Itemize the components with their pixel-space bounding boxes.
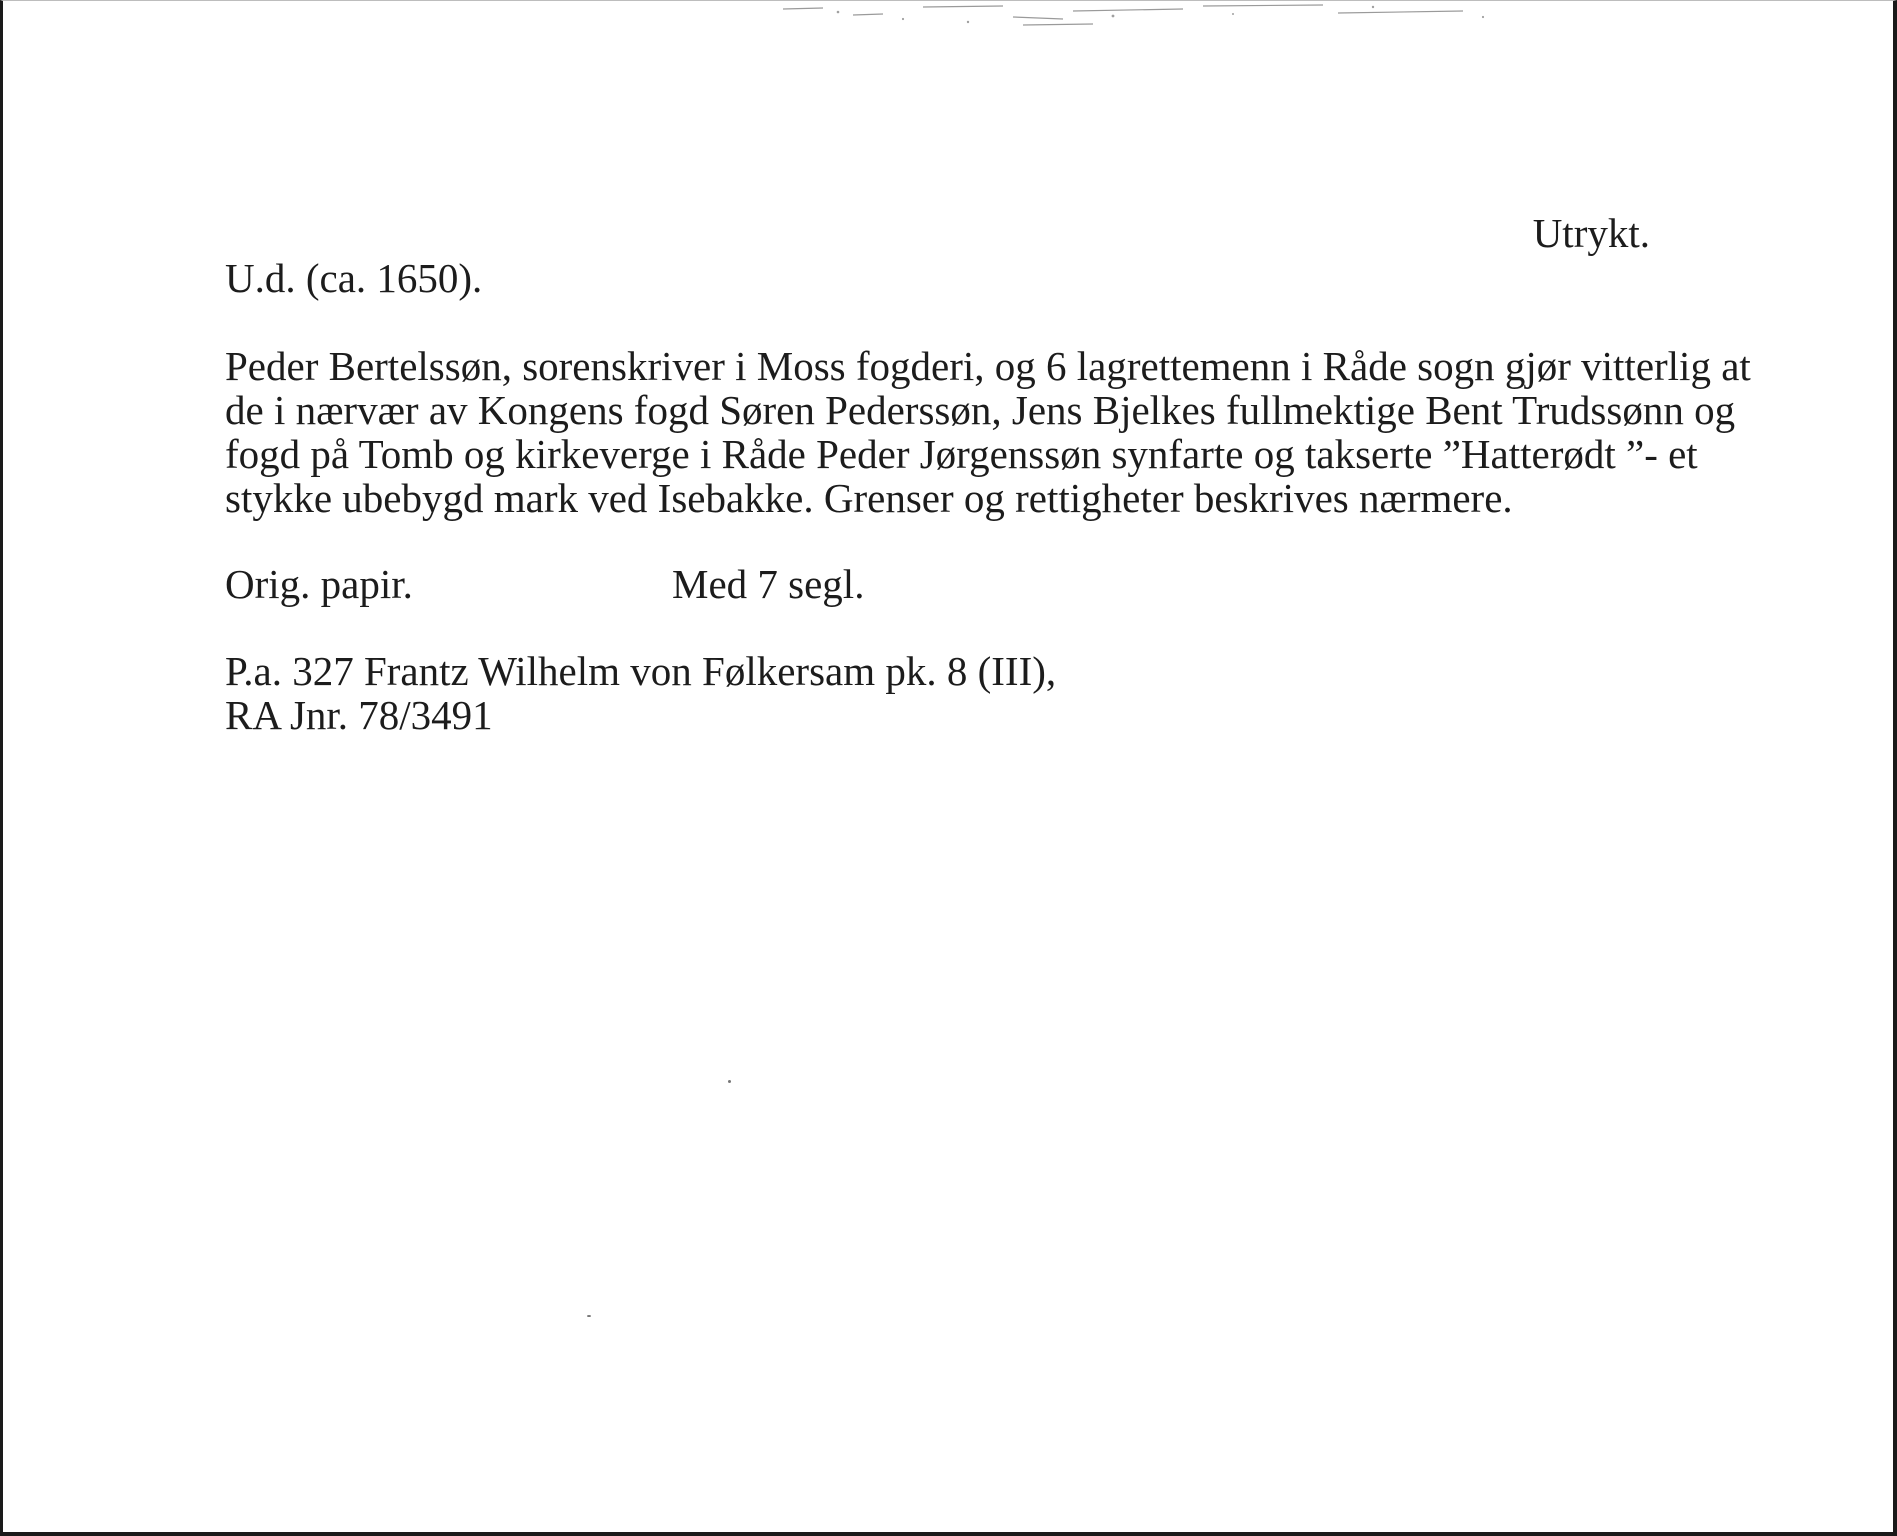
seals-note: Med 7 segl. xyxy=(672,561,865,607)
material-note: Orig. papir. xyxy=(225,561,413,607)
scan-noise-strip xyxy=(763,3,1523,29)
summary-line: fogd på Tomb og kirkeverge i Råde Peder Jørgenssøn synfarte og takserte ”Hatterødt ”- et xyxy=(225,431,1698,477)
archive-reference xyxy=(225,649,1056,737)
dust-speck xyxy=(587,1315,591,1317)
summary-line: de i nærvær av Kongens fogd Søren Pederssøn, Jens Bjelkes fullmektige Bent Trudssønn og xyxy=(225,387,1736,433)
summary-line: Peder Bertelssøn, sorenskriver i Moss fogderi, og 6 lagrettemenn i Råde sogn gjør vitterlig at xyxy=(225,343,1751,389)
reference-line: RA Jnr. 78/3491 xyxy=(225,692,493,738)
document-date: U.d. (ca. 1650). xyxy=(225,255,483,301)
summary-line: stykke ubebygd mark ved Isebakke. Grenser og rettigheter beskrives nærmere. xyxy=(225,475,1513,521)
print-status: Utrykt. xyxy=(1532,210,1650,256)
dust-speck xyxy=(728,1080,731,1083)
reference-line: P.a. 327 Frantz Wilhelm von Følkersam pk. 8 (III), xyxy=(225,648,1057,694)
document-summary xyxy=(225,343,1751,521)
